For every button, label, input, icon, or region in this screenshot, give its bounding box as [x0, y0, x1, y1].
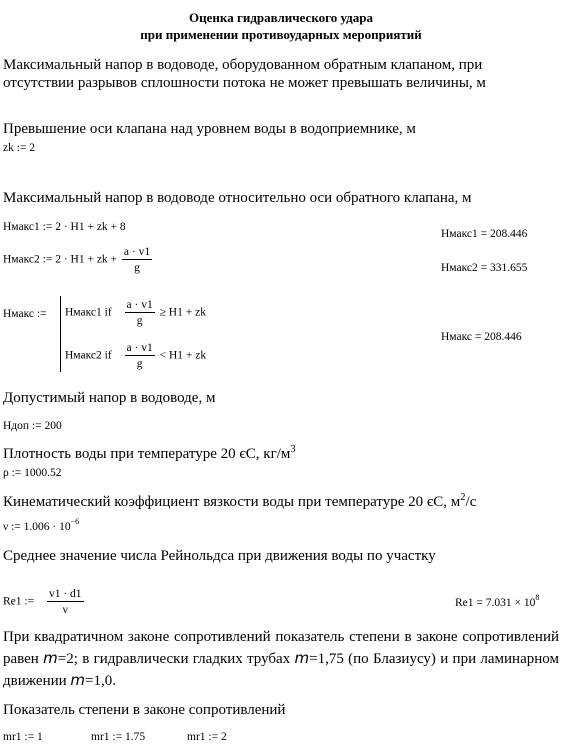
re1-denominator: ν: [62, 604, 68, 616]
hmax-case1-numerator: a · v1: [126, 299, 153, 311]
paragraph-max-head-valve: Максимальный напор в водоводе относительно оси обратного клапана, м: [3, 190, 472, 206]
hmax1-result: Hмакс1 = 208.446: [441, 228, 528, 240]
rho-definition: ρ := 1000.52: [3, 467, 62, 479]
re1-definition: [3, 588, 86, 616]
resistance-text-4: =1,0.: [85, 673, 116, 689]
viscosity-unit-exponent: 2: [460, 492, 466, 503]
nu-definition: [3, 517, 80, 533]
hmax-case2-fraction: [125, 342, 155, 370]
hmax1-definition: Hмакс1 := 2 · H1 + zk + 8: [3, 221, 126, 233]
hmax-case2: [65, 342, 206, 370]
m-variable: m: [70, 671, 86, 689]
hmax2-result: Hмакс2 = 331.655: [441, 262, 528, 274]
hmax-case2-denominator: g: [136, 358, 143, 370]
resistance-text-1: При квадратичном законе сопротивлений показатель степени в законе сопротивлений равен: [3, 629, 559, 667]
piecewise-bracket: [60, 296, 61, 372]
viscosity-unit-tail: /с: [465, 494, 477, 510]
paragraph-max-head-line1: Максимальный напор в водоводе, оборудованном обратным клапаном, при: [3, 57, 483, 73]
resistance-text-2: =2; в гидравлически гладких трубах: [57, 651, 295, 667]
hmax2-definition: [3, 246, 154, 274]
hmax-case2-numerator: a · v1: [126, 342, 153, 354]
hmax2-expression: Hмакс2 := 2 · H1 + zk +: [3, 253, 118, 266]
hmax-case2-condition: < H1 + zk: [159, 349, 207, 362]
paragraph-kinematic-viscosity: [3, 494, 476, 511]
page-title: Оценка гидравлического удара: [189, 10, 373, 25]
mr1-quadratic: mr1 := 2: [187, 731, 227, 743]
paragraph-water-density: [3, 446, 296, 463]
hmax-case1-condition: ≥ H1 + zk: [159, 306, 206, 319]
density-unit-exponent: 3: [290, 444, 296, 455]
hmax-case1-label: Hмакс1 if: [65, 306, 112, 319]
hmax-case1-denominator: g: [136, 315, 143, 327]
hmax2-numerator: a · v1: [123, 246, 151, 258]
mr1-laminar: mr1 := 1: [3, 731, 43, 743]
m-variable: m: [43, 649, 58, 667]
paragraph-resistance-exponent: Показатель степени в законе сопротивлений: [3, 702, 286, 718]
mr1-smooth: mr1 := 1.75: [91, 731, 146, 743]
hdop-definition: Hдоп := 200: [3, 420, 62, 432]
re1-fraction: [47, 588, 84, 616]
paragraph-reynolds: Среднее значение числа Рейнольдса при движения воды по участку: [3, 548, 436, 564]
water-density-label: Плотность воды при температуре 20 єС, кг/м: [3, 446, 291, 462]
paragraph-valve-elevation: Превышение оси клапана над уровнем воды в водоприемнике, м: [3, 121, 416, 137]
page-subtitle: при применении противоударных мероприятий: [140, 27, 422, 42]
hmax-case2-label: Hмакс2 if: [65, 349, 112, 362]
hmax-case1: [65, 299, 206, 327]
re1-numerator: v1 · d1: [48, 588, 82, 600]
paragraph-max-head-line2: отсутствии разрывов сплошности потока не может превышать величины, м: [3, 75, 486, 91]
hmax-case1-fraction: [125, 299, 155, 327]
re1-label: Re1 :=: [3, 595, 35, 608]
hmax-definition: Hмакс :=: [3, 308, 47, 320]
m-variable: m: [294, 649, 310, 667]
hmax2-fraction: [122, 246, 152, 274]
hmax-result: Hмакс = 208.446: [441, 331, 522, 343]
resistance-text-3: =1,75 (по Блазиусу) и при ламинарном движении: [3, 651, 559, 689]
nu-base: ν := 1.006 · 10: [3, 521, 71, 533]
zk-definition: zk := 2: [3, 142, 36, 154]
hmax2-denominator: g: [134, 262, 140, 274]
viscosity-label: Кинематический коэффициент вязкости воды при температуре 20 єС, м: [3, 494, 461, 510]
paragraph-resistance-law: [3, 627, 559, 692]
re1-result: [455, 593, 540, 609]
re1-result-base: Re1 = 7.031 × 10: [455, 597, 536, 609]
re1-result-exponent: 8: [535, 593, 540, 602]
nu-exponent: −6: [70, 517, 80, 526]
paragraph-allowable-head: Допустимый напор в водоводе, м: [3, 390, 216, 406]
